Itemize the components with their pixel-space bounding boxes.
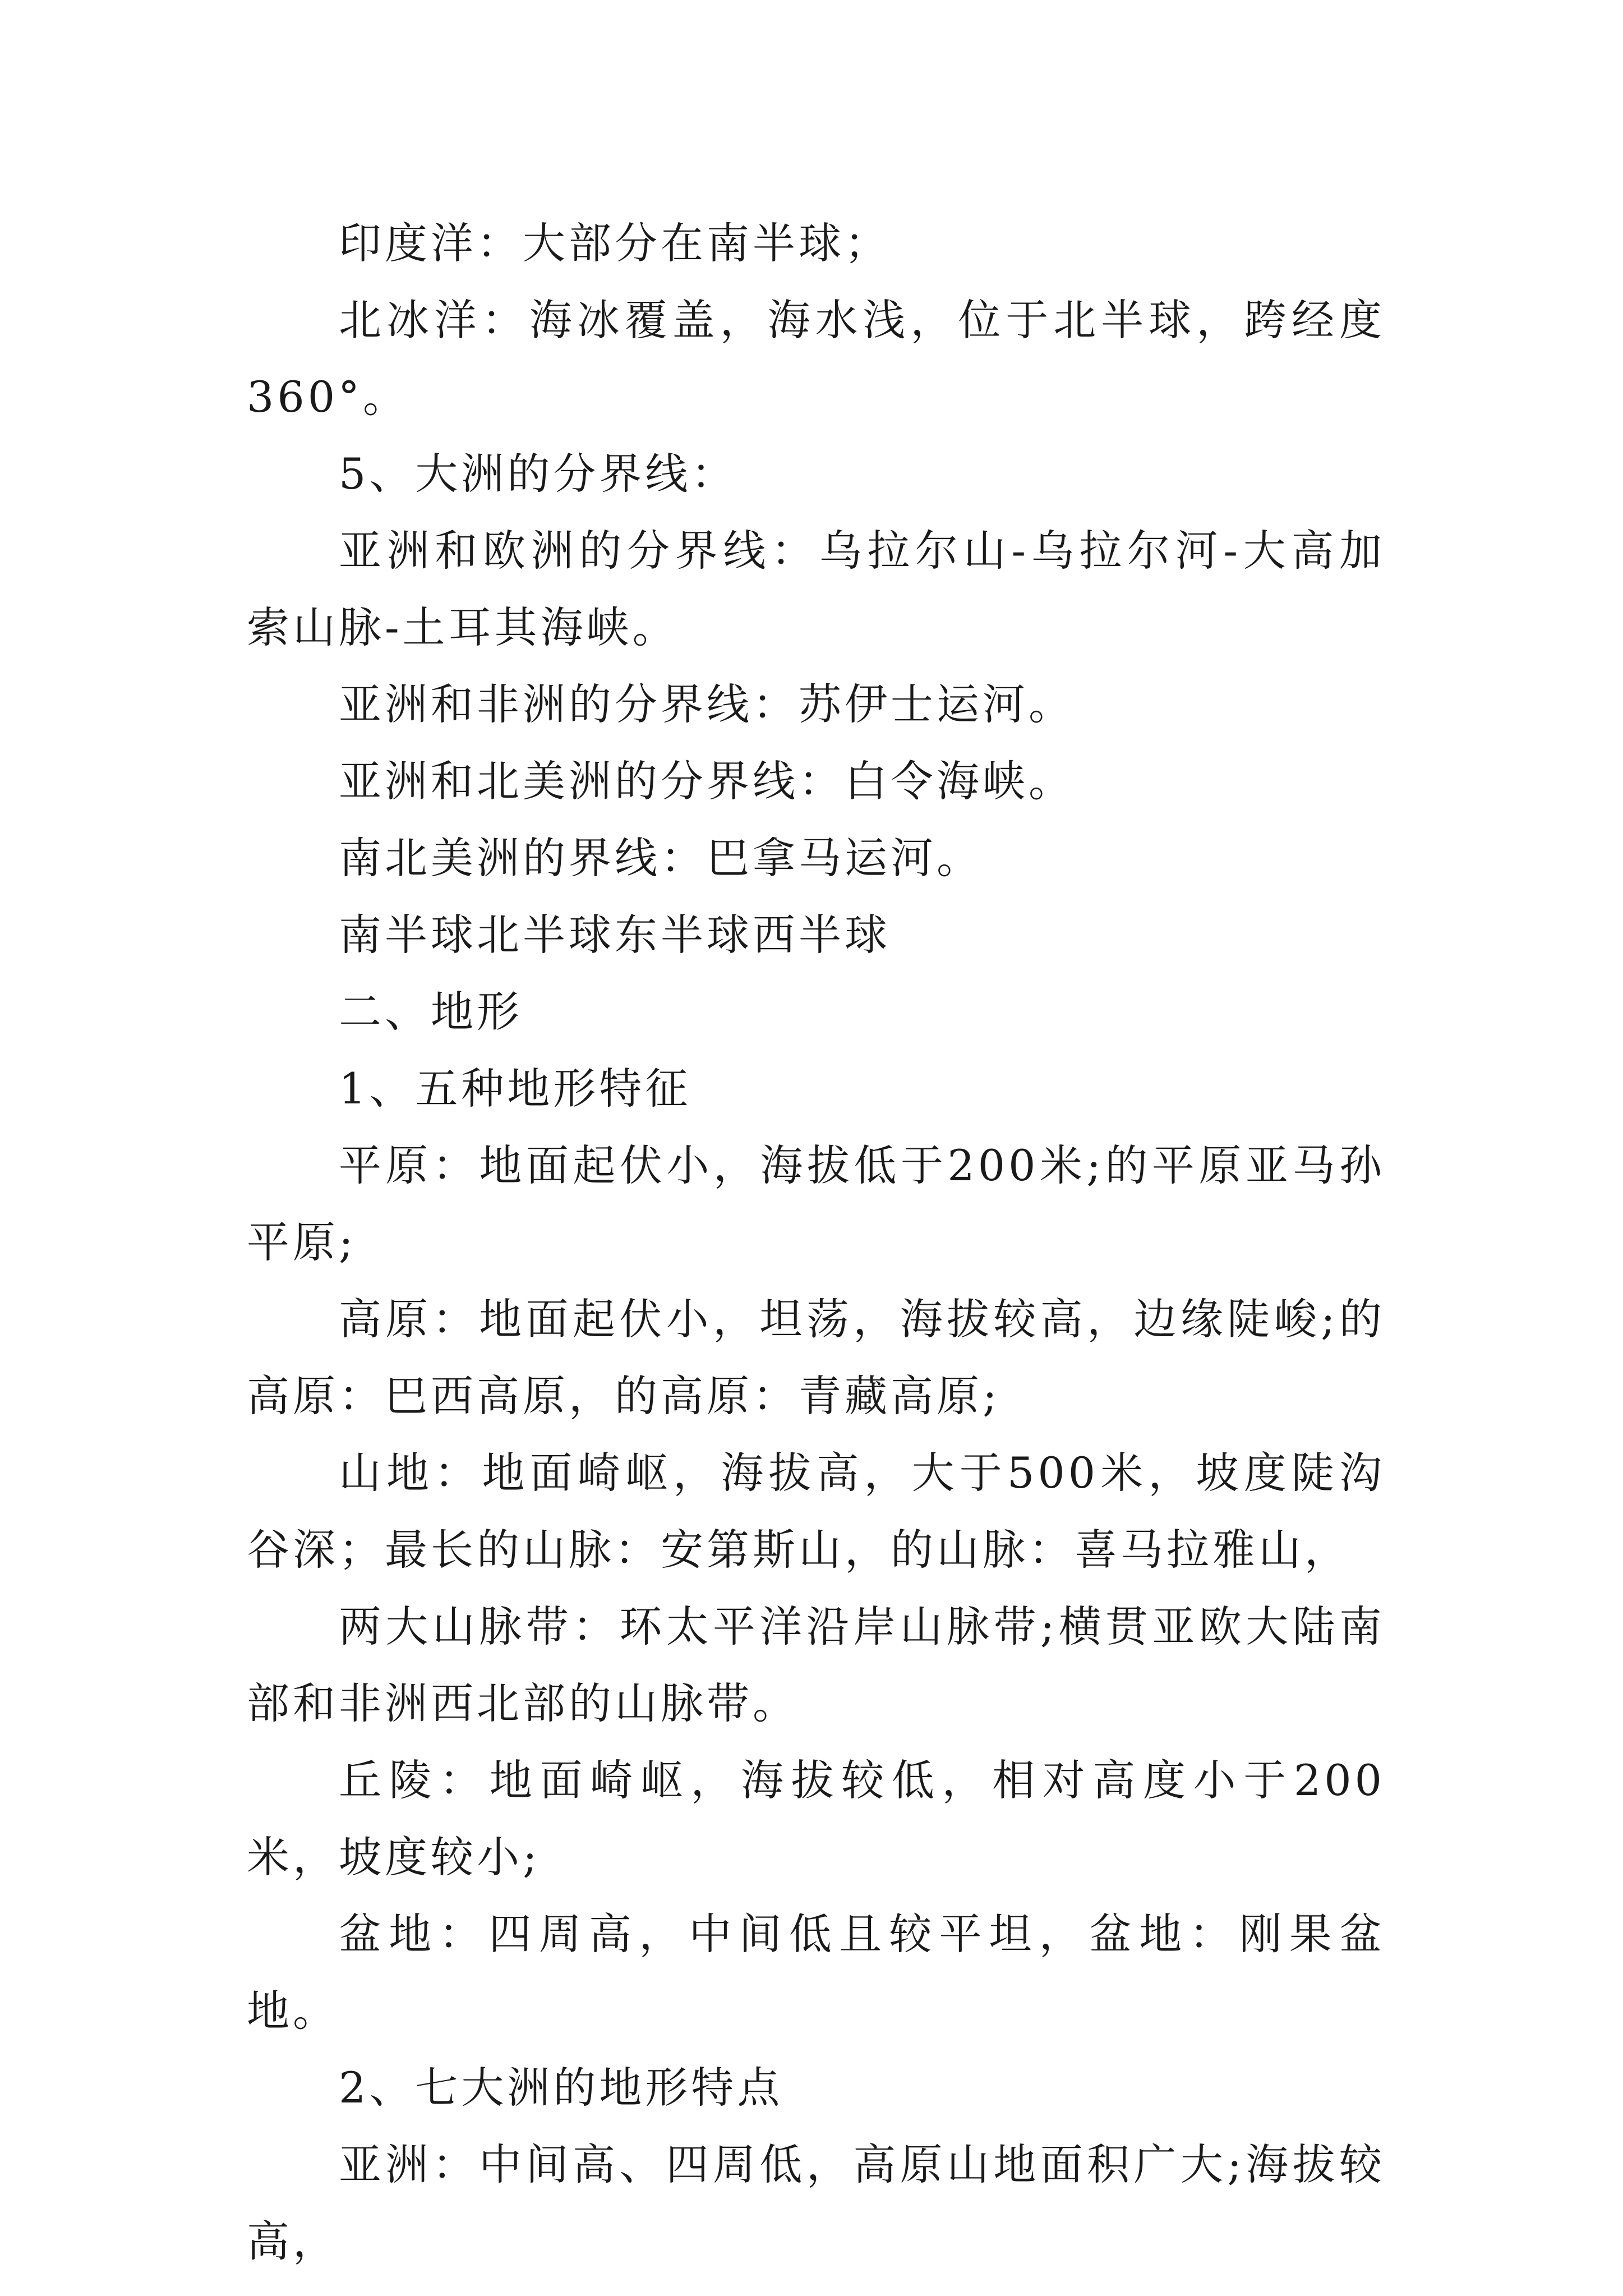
paragraph-indian-ocean: 印度洋：大部分在南半球； — [339, 218, 891, 268]
paragraph-basin: 盆地：四周高，中间低且较平坦，盆地：刚果盆地。 — [247, 1909, 1385, 2036]
paragraph-mountain-belts: 两大山脉带：环太平洋沿岸山脉带;横贯亚欧大陆南部和非洲西北部的山脉带。 — [247, 1602, 1385, 1728]
paragraph-asia-terrain: 亚洲：中间高、四周低，高原山地面积广大;海拔较高， — [247, 2139, 1385, 2266]
section-heading-seven-continents-terrain: 2、七大洲的地形特点 — [339, 2063, 783, 2113]
section-heading-five-landforms: 1、五种地形特征 — [339, 1064, 691, 1114]
paragraph-hemispheres: 南半球北半球东半球西半球 — [339, 910, 891, 960]
paragraph-mountain: 山地：地面崎岖，海拔高，大于500米，坡度陡沟谷深；最长的山脉：安第斯山，的山脉：喜马拉雅山， — [247, 1448, 1385, 1575]
paragraph-hills: 丘陵：地面崎岖，海拔较低，相对高度小于200米，坡度较小; — [247, 1755, 1385, 1882]
section-heading-terrain: 二、地形 — [339, 987, 523, 1037]
paragraph-arctic-ocean: 北冰洋：海冰覆盖，海水浅，位于北半球，跨经度360°。 — [247, 295, 1385, 422]
section-heading-continent-boundaries: 5、大洲的分界线： — [339, 449, 737, 499]
paragraph-asia-africa-boundary: 亚洲和非洲的分界线：苏伊士运河。 — [339, 679, 1075, 729]
document-body — [247, 205, 1385, 2280]
paragraph-asia-europe-boundary: 亚洲和欧洲的分界线：乌拉尔山-乌拉尔河-大高加索山脉-土耳其海峡。 — [247, 526, 1385, 652]
paragraph-plain: 平原：地面起伏小，海拔低于200米;的平原亚马孙平原; — [247, 1140, 1385, 1267]
paragraph-americas-boundary: 南北美洲的界线：巴拿马运河。 — [339, 833, 983, 883]
paragraph-plateau: 高原：地面起伏小，坦荡，海拔较高，边缘陡峻;的高原：巴西高原，的高原：青藏高原; — [247, 1294, 1385, 1421]
paragraph-asia-north-america-boundary: 亚洲和北美洲的分界线：白令海峡。 — [339, 756, 1075, 806]
